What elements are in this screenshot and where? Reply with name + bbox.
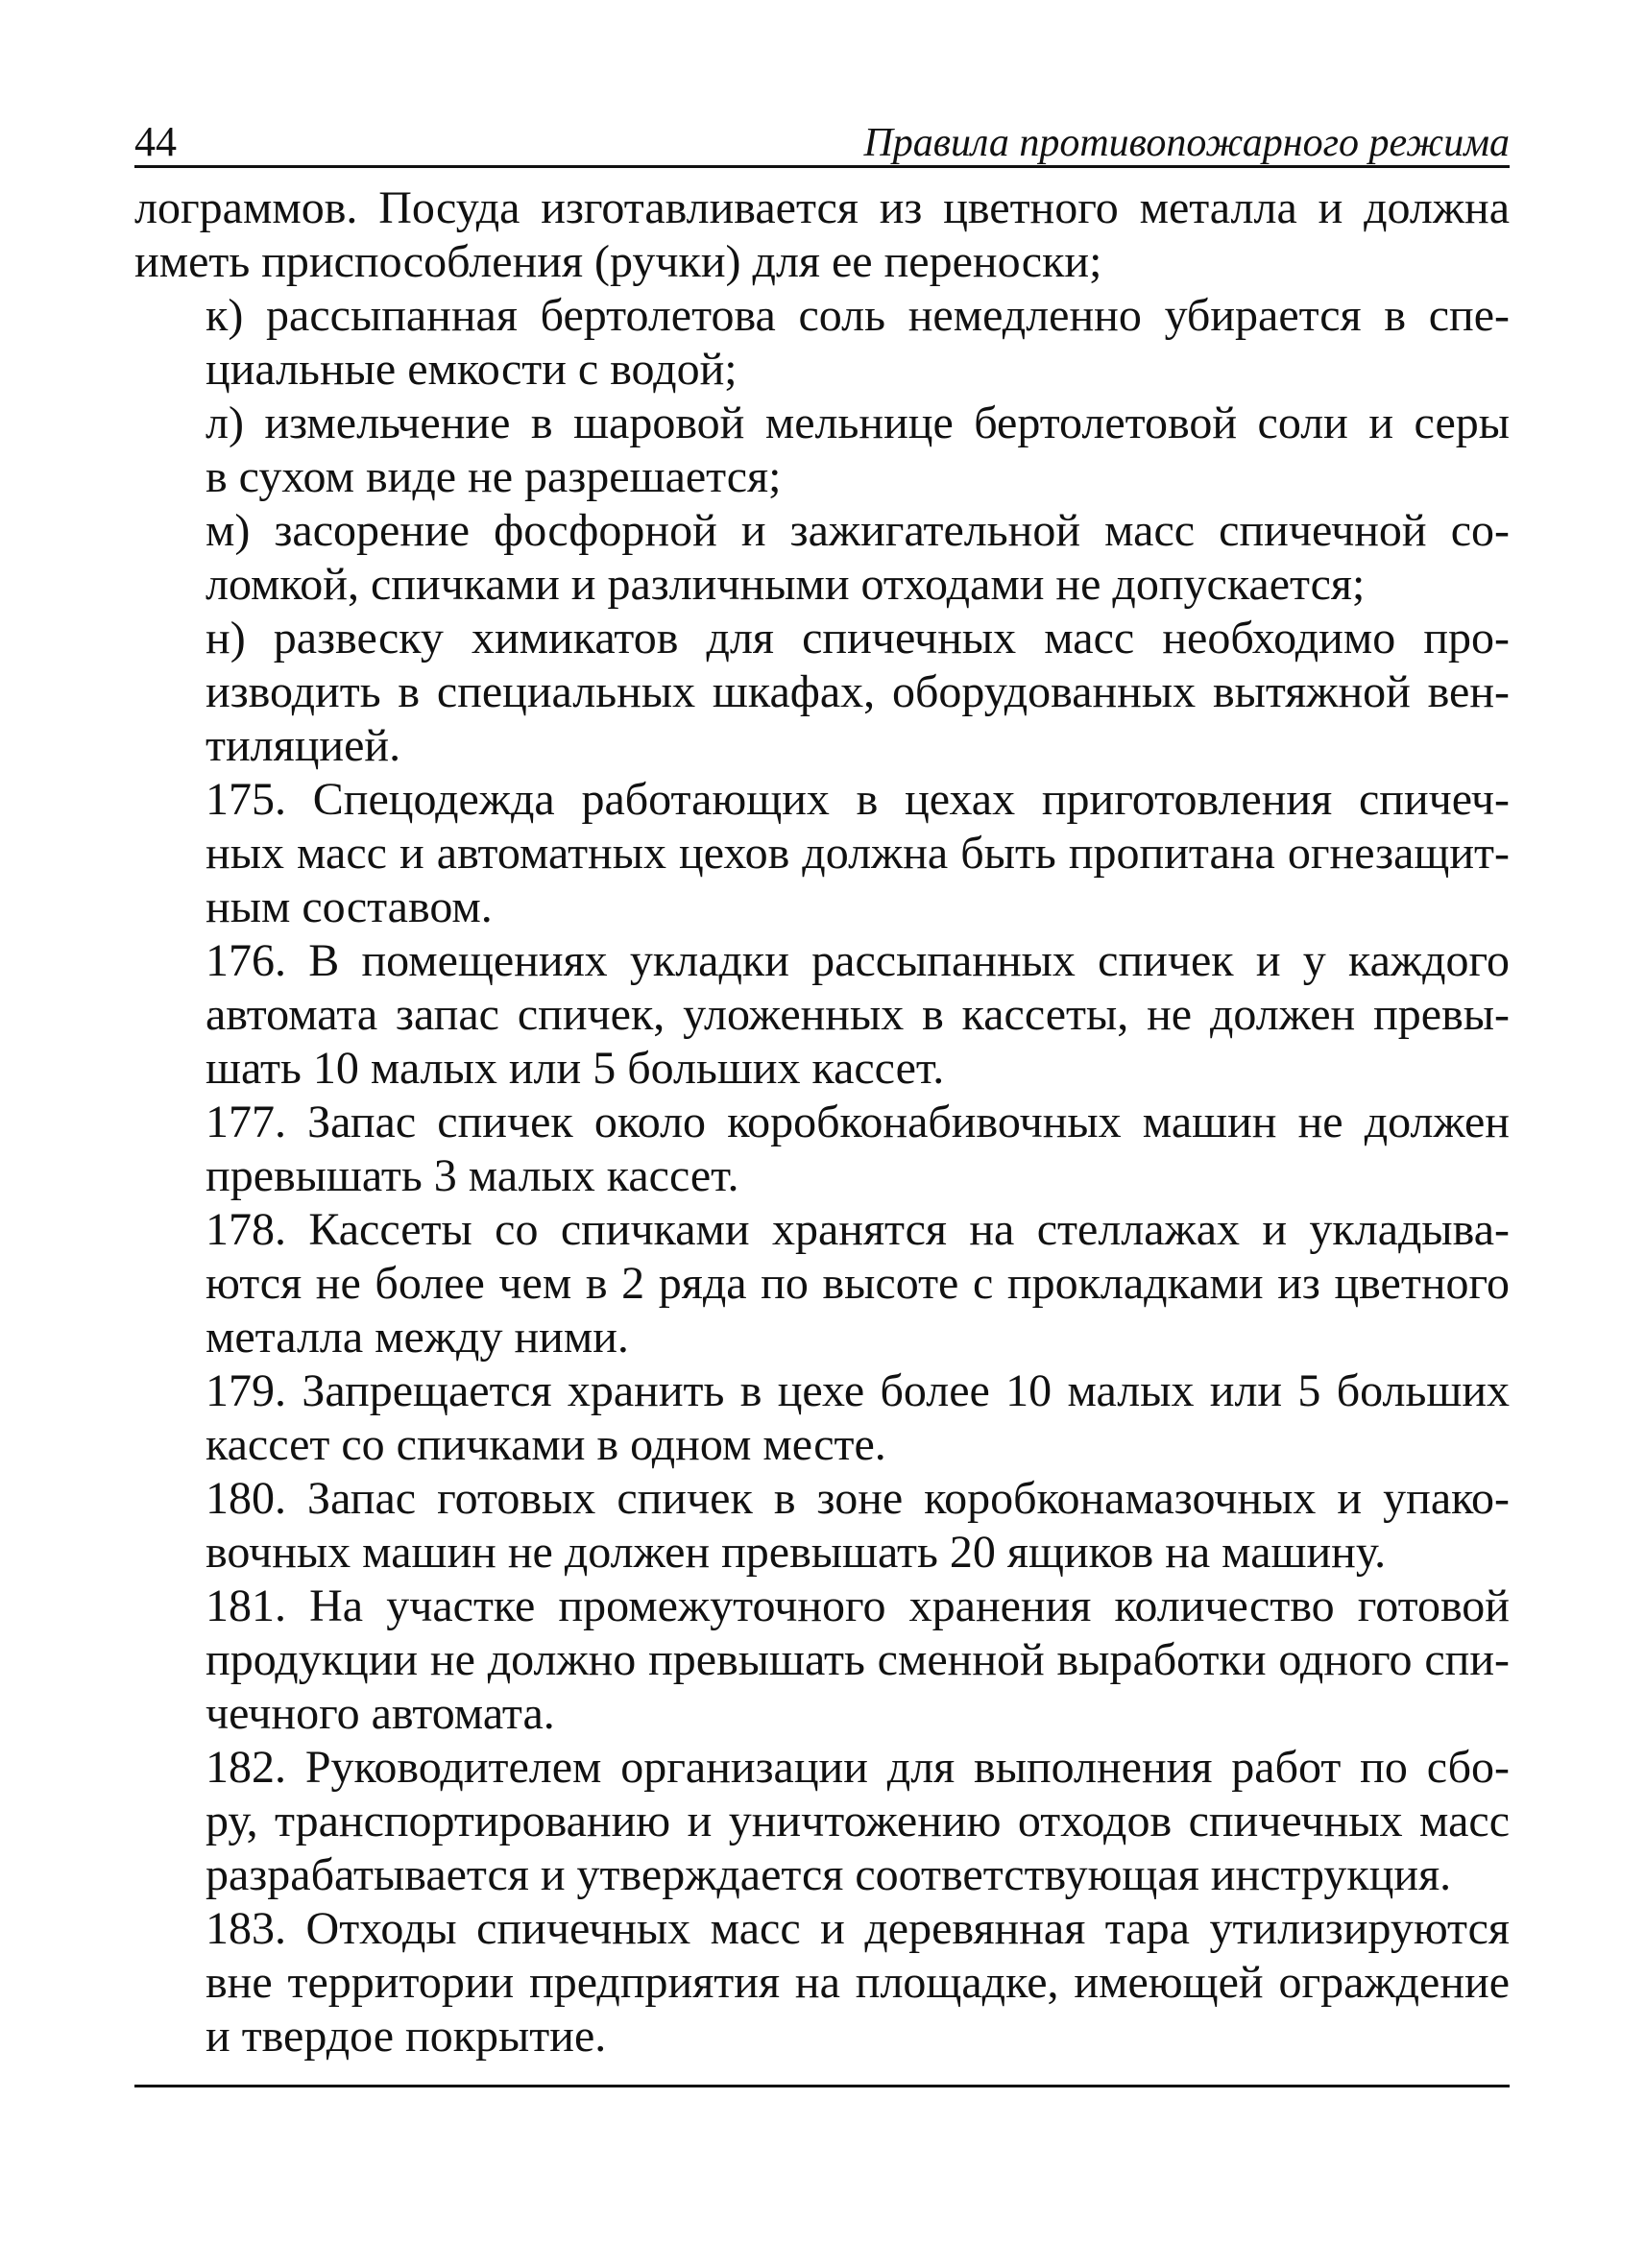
text-line: н) развеску химикатов для спичечных масс необходимо про- bbox=[206, 613, 1510, 664]
text-line: автомата запас спичек, уложенных в кассеты, не должен превы- bbox=[206, 989, 1510, 1040]
body-text bbox=[134, 181, 1510, 2063]
page-number: 44 bbox=[134, 118, 177, 165]
text-line: 177. Запас спичек около коробконабивочных машин не должен bbox=[206, 1097, 1510, 1147]
text-line: в сухом виде не разрешается; bbox=[206, 451, 782, 502]
text-line: 178. Кассеты со спичками хранятся на стеллажах и укладыва- bbox=[206, 1204, 1510, 1255]
paragraph bbox=[134, 1580, 1510, 1741]
text-line: разрабатывается и утверждается соответствующая инструкция. bbox=[206, 1849, 1452, 1900]
text-line: продукции не должно превышать сменной выработки одного спи- bbox=[206, 1634, 1510, 1685]
text-line: л) измельчение в шаровой мельнице бертолетовой соли и серы bbox=[206, 398, 1510, 448]
text-line: 175. Спецодежда работающих в цехах приготовления спичеч- bbox=[206, 774, 1510, 825]
text-line: металла между ними. bbox=[206, 1312, 629, 1363]
text-line: ру, транспортированию и уничтожению отходов спичечных масс bbox=[206, 1796, 1510, 1846]
text-line: 180. Запас готовых спичек в зоне коробконамазочных и упако- bbox=[206, 1473, 1510, 1524]
bottom-rule bbox=[134, 2085, 1510, 2087]
text-line: изводить в специальных шкафах, оборудованных вытяжной вен- bbox=[206, 666, 1510, 717]
text-line: м) засорение фосфорной и зажигательной масс спичечной со- bbox=[206, 505, 1510, 556]
text-line: к) рассыпанная бертолетова соль немедленно убирается в спе- bbox=[206, 290, 1510, 341]
paragraph bbox=[134, 1096, 1510, 1203]
text-line: 181. На участке промежуточного хранения количество готовой bbox=[206, 1580, 1510, 1631]
document-page bbox=[134, 106, 1510, 2087]
paragraph bbox=[134, 181, 1510, 289]
text-line: вочных машин не должен превышать 20 ящиков на машину. bbox=[206, 1527, 1387, 1578]
text-line: 176. В помещениях укладки рассыпанных спичек и у каждого bbox=[206, 935, 1510, 986]
paragraph bbox=[134, 934, 1510, 1096]
paragraph bbox=[134, 504, 1510, 612]
text-line: ных масс и автоматных цехов должна быть пропитана огнезащит- bbox=[206, 828, 1510, 879]
running-title: Правила противопожарного режима bbox=[863, 121, 1510, 165]
paragraph bbox=[134, 773, 1510, 934]
text-line: циальные емкости с водой; bbox=[206, 344, 738, 395]
paragraph bbox=[134, 1203, 1510, 1364]
text-line: шать 10 малых или 5 больших кассет. bbox=[206, 1043, 945, 1094]
paragraph bbox=[134, 1902, 1510, 2063]
paragraph bbox=[134, 1472, 1510, 1580]
text-line: вне территории предприятия на площадке, имеющей ограждение bbox=[206, 1957, 1510, 2008]
text-line: иметь приспособления (ручки) для ее переноски; bbox=[134, 236, 1102, 287]
text-line: кассет со спичками в одном месте. bbox=[206, 1419, 886, 1470]
text-line: чечного автомата. bbox=[206, 1688, 555, 1739]
paragraph bbox=[134, 612, 1510, 773]
text-line: 183. Отходы спичечных масс и деревянная тара утилизируются bbox=[206, 1903, 1510, 1954]
text-line: ным составом. bbox=[206, 881, 493, 932]
running-header bbox=[134, 106, 1510, 168]
paragraph bbox=[134, 1364, 1510, 1472]
paragraph bbox=[134, 289, 1510, 397]
text-line: лограммов. Посуда изготавливается из цветного металла и должна bbox=[134, 182, 1510, 233]
paragraph bbox=[134, 397, 1510, 504]
text-line: ломкой, спичками и различными отходами не допускается; bbox=[206, 559, 1366, 610]
text-line: и твердое покрытие. bbox=[206, 2011, 607, 2062]
text-line: ются не более чем в 2 ряда по высоте с прокладками из цветного bbox=[206, 1258, 1510, 1309]
text-line: тиляцией. bbox=[206, 720, 401, 771]
paragraph bbox=[134, 1741, 1510, 1902]
text-line: 179. Запрещается хранить в цехе более 10 малых или 5 больших bbox=[206, 1365, 1510, 1416]
text-line: превышать 3 малых кассет. bbox=[206, 1150, 739, 1201]
text-line: 182. Руководителем организации для выполнения работ по сбо- bbox=[206, 1742, 1510, 1793]
